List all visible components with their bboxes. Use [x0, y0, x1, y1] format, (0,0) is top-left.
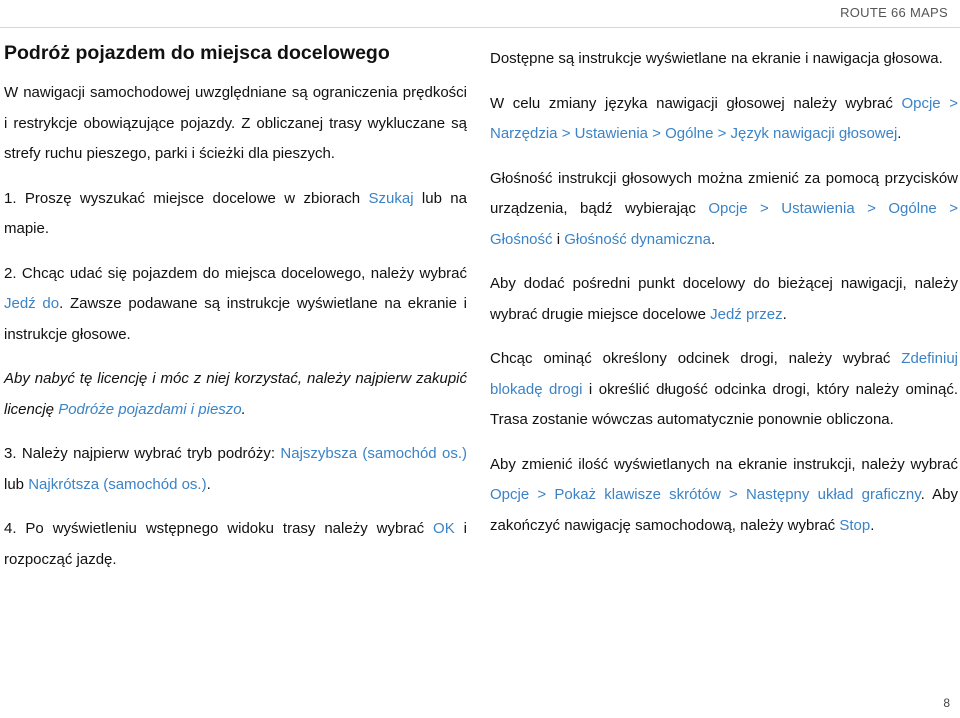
roadblock-paragraph	[490, 344, 958, 436]
waypoint-paragraph	[490, 269, 958, 330]
volume-path-link[interactable]: Opcje > Ustawienia > Ogólne > Głośność	[490, 200, 958, 248]
volume-text-mid: i	[552, 230, 565, 248]
waypoint-text-a: Aby dodać pośredni punkt docelowy do bieżącej nawigacji, należy wybrać drugie miejsce docelowe	[490, 275, 958, 323]
layout-text-b: . Aby zakończyć nawigację samochodową, należy wybrać	[490, 486, 958, 534]
voice-language-paragraph	[490, 89, 958, 150]
drive-via-link[interactable]: Jedź przez	[710, 305, 783, 323]
step-4-text-b: i rozpocząć jazdę.	[4, 520, 467, 568]
dynamic-volume-link[interactable]: Głośność dynamiczna	[564, 230, 711, 248]
license-link[interactable]: Podróże pojazdami i pieszo	[58, 400, 242, 418]
drive-to-link[interactable]: Jedź do	[4, 295, 60, 312]
define-roadblock-link[interactable]: Zdefiniuj blokadę drogi	[490, 350, 958, 398]
voice-instructions-paragraph: Dostępne są instrukcje wyświetlane na ekranie i nawigacja głosowa.	[490, 50, 943, 67]
step-4-text-a: 4. Po wyświetleniu wstępnego widoku trasy należy wybrać	[4, 520, 434, 537]
license-text-b: .	[241, 400, 246, 418]
step-2-text-a: 2. Chcąc udać się pojazdem do miejsca docelowego, należy wybrać	[4, 264, 467, 282]
step-3	[4, 439, 467, 500]
step-2-text-b: . Zawsze podawane są instrukcje wyświetlane na ekranie i instrukcje głosowe.	[4, 295, 467, 343]
layout-text-c: .	[870, 516, 875, 534]
step-4	[4, 514, 467, 575]
waypoint-text-b: .	[782, 305, 787, 323]
layout-paragraph	[490, 450, 958, 542]
step-2	[4, 259, 467, 351]
step-3-text-a: 3. Należy najpierw wybrać tryb podróży:	[4, 445, 281, 462]
step-3-text-b: .	[206, 475, 211, 493]
license-text-a: Aby nabyć tę licencję i móc z niej korzystać, należy najpierw zakupić licencję	[4, 370, 467, 418]
license-note	[4, 364, 467, 425]
fastest-route-link[interactable]: Najszybsza (samochód os.)	[280, 445, 467, 462]
step-1-text-b: lub na mapie.	[4, 189, 467, 237]
roadblock-text-b: i określić długość odcinka drogi, który należy ominąć. Trasa zostanie wówczas automatycznie ponownie obliczona.	[490, 380, 958, 428]
next-layout-link[interactable]: Opcje > Pokaż klawisze skrótów > Następny układ graficzny	[490, 486, 921, 503]
search-link[interactable]: Szukaj	[368, 189, 414, 207]
step-1-text-a: 1. Proszę wyszukać miejsce docelowe w zbiorach	[4, 189, 369, 207]
roadblock-text-a: Chcąc ominąć określony odcinek drogi, należy wybrać	[490, 350, 902, 367]
voice-language-text-a: W celu zmiany języka nawigacji głosowej należy wybrać	[490, 94, 902, 112]
volume-paragraph	[490, 164, 958, 256]
page-number: 8	[943, 696, 950, 710]
voice-language-path-link[interactable]: Opcje > Narzędzia > Ustawienia > Ogólne > Język nawigacji głosowej	[490, 94, 958, 142]
page-header	[0, 0, 960, 28]
layout-text-a: Aby zmienić ilość wyświetlanych na ekranie instrukcji, należy wybrać	[490, 455, 958, 473]
step-3-text-mid: lub	[4, 475, 29, 493]
voice-language-text-b: .	[897, 125, 902, 142]
stop-link[interactable]: Stop	[839, 516, 871, 534]
brand-label: ROUTE 66 MAPS	[840, 5, 948, 20]
page-title: Podróż pojazdem do miejsca docelowego	[4, 42, 390, 64]
intro-paragraph: W nawigacji samochodowej uwzględniane są ograniczenia prędkości i restrykcje obowiązujące pojazdy. Z obliczanej trasy wykluczane są strefy ruchu pieszego, parki i ścieżki dla pieszych.	[4, 84, 467, 162]
volume-text-a: Głośność instrukcji głosowych można zmienić za pomocą przycisków urządzenia, bądź wybierając	[490, 169, 958, 217]
right-column	[490, 44, 958, 555]
ok-link[interactable]: OK	[433, 520, 455, 537]
left-column	[4, 40, 467, 589]
step-1	[4, 184, 467, 245]
volume-text-b: .	[710, 230, 716, 248]
shortest-route-link[interactable]: Najkrótsza (samochód os.)	[28, 475, 207, 493]
